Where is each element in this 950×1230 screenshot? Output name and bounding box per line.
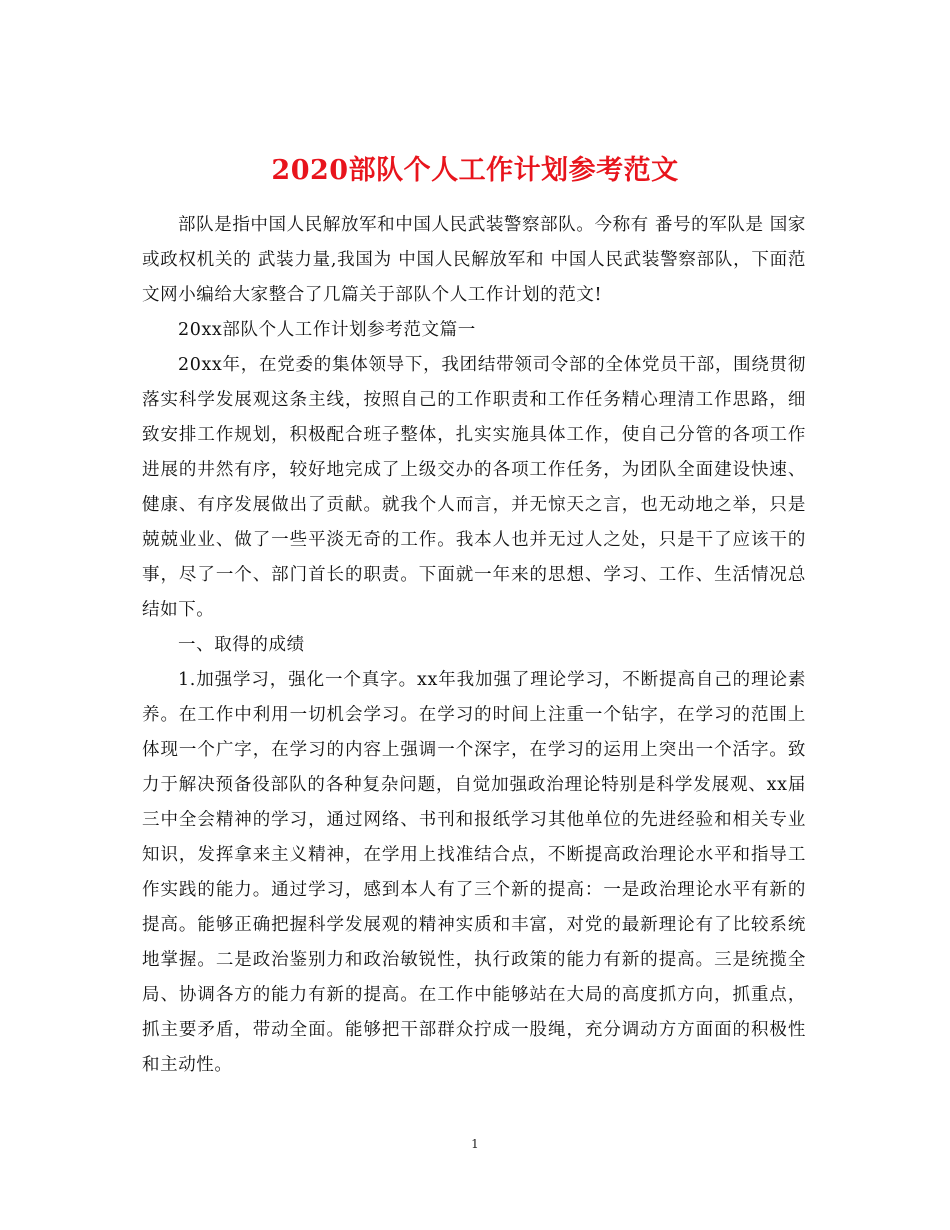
section-heading: 20xx部队个人工作计划参考范文篇一 — [178, 320, 476, 340]
page-number: 1 — [471, 1137, 479, 1151]
subsection-heading: 一、取得的成绩 — [178, 635, 305, 655]
body-paragraph: 20xx年，在党委的集体领导下，我团结带领司令部的全体党员干部，围绕贯彻落实科学发展观这条主线，按照自己的工作职责和工作任务精心理清工作思路，细致安排工作规划，积极配合班子整体，扎实实施具体工作，使自己分管的各项工作进展的井然有序，较好地完成了上级交办的各项工作任务，为团队全面建设快速、健康、有序发展做出了贡献。就我个人而言，并无惊天之言，也无动地之举，只是兢兢业业、做了一些平淡无奇的工作。我本人也并无过人之处，只是干了应该干的事，尽了一个、部门首长的职责。下面就一年来的思想、学习、工作、生活情况总结如下。 — [142, 355, 806, 620]
document-title: 2020部队个人工作计划参考范文 — [271, 155, 679, 187]
body-paragraph: 1.加强学习，强化一个真字。xx年我加强了理论学习，不断提高自己的理论素养。在工作中利用一切机会学习。在学习的时间上注重一个钻字，在学习的范围上体现一个广字，在学习的内容上强调一个深字，在学习的运用上突出一个活字。致力于解决预备役部队的各种复杂问题，自觉加强政治理论特别是科学发展观、xx届三中全会精神的学习，通过网络、书刊和报纸学习其他单位的先进经验和相关专业知识，发挥拿来主义精神，在学用上找准结合点，不断提高政治理论水平和指导工作实践的能力。通过学习，感到本人有了三个新的提高：一是政治理论水平有新的提高。能够正确把握科学发展观的精神实质和丰富，对党的最新理论有了比较系统地掌握。二是政治鉴别力和政治敏锐性，执行政策的能力有新的提高。三是统揽全局、协调各方的能力有新的提高。在工作中能够站在大局的高度抓方向，抓重点，抓主要矛盾，带动全面。能够把干部群众拧成一股绳，充分调动方方面面的积极性和主动性。 — [142, 670, 806, 1075]
document-body — [142, 208, 806, 1083]
intro-paragraph: 部队是指中国人民解放军和中国人民武装警察部队。今称有 番号的军队是 国家或政权机关的 武装力量,我国为 中国人民解放军和 中国人民武装警察部队，下面范文网小编给大家整合了几篇关于部队个人工作计划的范文! — [142, 215, 806, 305]
